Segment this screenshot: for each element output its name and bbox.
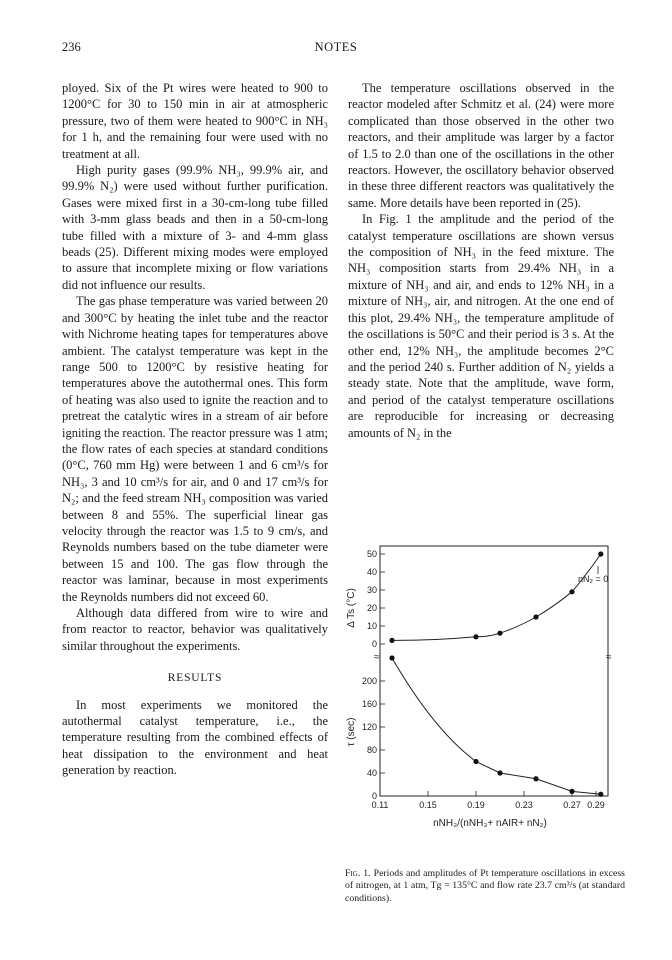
page-number: 236 xyxy=(62,40,81,54)
y-tick-label: 50 xyxy=(366,549,377,559)
paragraph: In most experiments we monitored the autothermal catalyst temperature, i.e., the temperature resulting from the combined effects of heat dissipation to the environment and heat generation by reaction. xyxy=(62,697,328,778)
plot-frame xyxy=(380,546,608,796)
left-column xyxy=(62,80,328,779)
x-tick-label: 0.29 xyxy=(587,800,605,810)
x-tick-label: 0.23 xyxy=(515,800,533,810)
y-tick-label: 0 xyxy=(371,791,377,801)
x-tick-label: 0.11 xyxy=(371,800,389,810)
paragraph: ployed. Six of the Pt wires were heated to 900 to 1200°C for 30 to 150 min in air at atmospheric pressure, two of them were heated to 900°C in NH₃ for 1 h, and the remaining four were used with no treatment at all. xyxy=(62,81,328,161)
figure-caption xyxy=(345,868,625,905)
y-tick-label: 10 xyxy=(366,621,377,631)
x-axis-label: nNH₃/(nNH₃+ nAIR+ nN₂) xyxy=(433,818,547,829)
data-point xyxy=(569,789,574,794)
y-tick-label: 40 xyxy=(366,768,377,778)
paragraph: In Fig. 1 the amplitude and the period of the catalyst temperature oscillations are shown versus the composition of NH₃ in the feed mixture. The NH₃ composition starts from 29.4% NH₃ in a mixture of NH₃ and air, and ends to 12% NH₃ in a mixture of NH₃, air, and nitrogen. At the one end of this plot, 29.4% NH₃, the temperature amplitude of the oscillations is 50°C and their period is 3 s. At the other end, 12% NH₃, the amplitude becomes 2°C and the period 240 s. Further addition of N₂ yields a steady state. Note that the amplitude, wave form, and period of the catalyst temperature oscillations are reproducible for increasing or decreasing amounts of N₂ in the xyxy=(348,212,614,440)
top-ylabel: Δ Ts (°C) xyxy=(346,588,357,628)
y-tick-label: 200 xyxy=(361,676,377,686)
data-point xyxy=(389,655,394,660)
y-tick-label: 40 xyxy=(366,567,377,577)
paragraph: High purity gases (99.9% NH₃, 99.9% air, and 99.9% N₂) were used without further purification. Gases were mixed first in a 30-cm-long tube filled with 3-mm glass beads and then in a 50-cm-long tube filled with a mixture of 3- and 4-mm glass beads (25). Different mixing modes were employed to assure that incomplete mixing or flow variations did not influence our results. xyxy=(62,163,328,292)
series-line xyxy=(392,658,601,794)
y-tick-label: 120 xyxy=(361,722,377,732)
x-tick-label: 0.19 xyxy=(467,800,485,810)
caption-label: Fig. 1. xyxy=(345,868,371,879)
y-tick-label: 20 xyxy=(366,603,377,613)
annotation-nN2-zero: nN₂ = 0 xyxy=(578,574,609,584)
right-column xyxy=(348,80,614,441)
series-line xyxy=(392,554,601,640)
data-point xyxy=(598,551,603,556)
data-point xyxy=(533,776,538,781)
x-tick-label: 0.27 xyxy=(563,800,581,810)
axis-break-right: ≈ xyxy=(606,652,612,663)
figure-1 xyxy=(340,540,630,840)
data-point xyxy=(533,614,538,619)
bottom-ylabel: τ (sec) xyxy=(346,717,357,747)
paragraph: The gas phase temperature was varied between 20 and 300°C by heating the inlet tube and the reactor with Nichrome heating tapes for temperatures above ambient. The catalyst temperature was kept in the range 500 to 1200°C by resistive heating for temperatures above the autothermal ones. This form of heating was also used to ignite the reaction and to pretreat the catalytic wires in a stream of air before igniting the reaction. The reactor pressure was 1 atm; the flow rates of each species at standard conditions (0°C, 760 mm Hg) were between 1 and 6 cm³/s for NH₃, 3 and 10 cm³/s for air, and 0 and 17 cm³/s for N₂; and the feed stream NH₃ composition was varied between 8 and 55%. The superficial linear gas velocity through the reactor was 1.5 to 9 cm/s, and Reynolds numbers based on the tube diameter were between 15 and 100. The gas flow through the reactor was laminar, because in most experiments the Reynolds numbers did not exceed 60. xyxy=(62,294,328,604)
section-heading-results: RESULTS xyxy=(167,672,223,685)
data-point xyxy=(473,759,478,764)
data-point xyxy=(389,638,394,643)
data-point xyxy=(497,770,502,775)
paragraph: Although data differed from wire to wire and from reactor to reactor, behavior was qualitatively similar throughout the experiments. xyxy=(62,606,328,653)
paragraph: The temperature oscillations observed in the reactor modeled after Schmitz et al. (24) were more complicated than those observed in the other two reactors, and their amplitude was larger by a factor of 1.5 to 2.0 than one of the oscillations in the other reactors. However, the oscillatory behavior observed in these three different reactors was qualitatively the same. More details have been reported in (25). xyxy=(348,81,614,210)
data-point xyxy=(569,589,574,594)
axis-break-left: ≈ xyxy=(374,652,380,663)
y-tick-label: 160 xyxy=(361,699,377,709)
y-tick-label: 0 xyxy=(371,639,377,649)
y-tick-label: 30 xyxy=(366,585,377,595)
y-tick-label: 80 xyxy=(366,745,377,755)
caption-text: Periods and amplitudes of Pt temperature oscillations in excess of nitrogen, at 1 atm, Tg = 135°C and flow rate 23.7 cm³/s (at standard conditions). xyxy=(345,868,625,904)
figure-svg xyxy=(340,540,630,840)
x-tick-label: 0.15 xyxy=(419,800,437,810)
data-point xyxy=(497,631,502,636)
running-head: NOTES xyxy=(314,40,358,54)
data-point xyxy=(598,792,603,797)
data-point xyxy=(473,634,478,639)
